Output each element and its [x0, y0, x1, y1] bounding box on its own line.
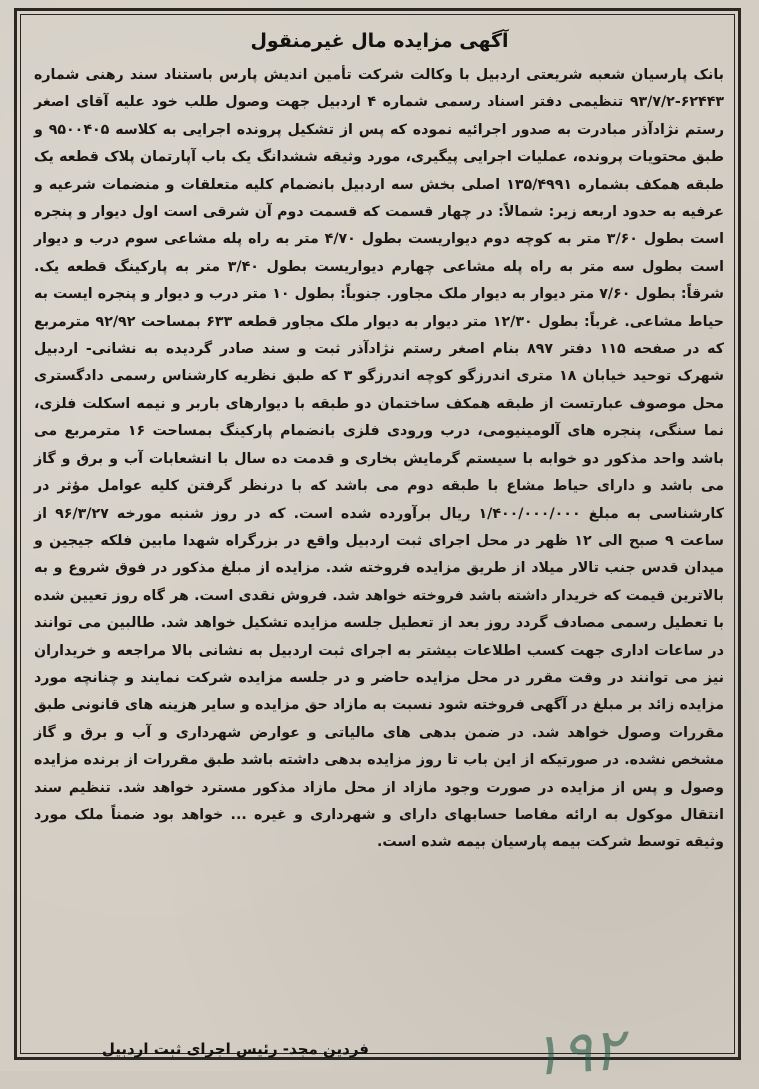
- notice-signature: فردین مجد- رئیس اجرای ثبت اردبیل: [101, 1040, 369, 1058]
- notice-body: [34, 62, 724, 857]
- notice-body-paragraph: بانک پارسیان شعبه شریعتی اردبیل با وکالت شرکت تأمین اندیش پارس باستناد سند رهنی شماره ۶۲۴۴۳-۹۳/۷/۲ تنظیمی دفتر اسناد رسمی شماره ۴ اردبیل جهت وصول طلب خود علیه آقای اصغر رستم نژادآذر مبادرت به صدور اجرائیه نموده که پس از تشکیل پرونده اجرایی به کلاسه ۹۵۰۰۴۰۵ و طبق محتویات پرونده، عملیات اجرایی پیگیری، مورد وثیقه ششدانگ یک باب آپارتمان پلاک قطعه یک طبقه همکف بشماره ۱۳۵/۴۹۹۱ اصلی بخش سه اردبیل بانضمام کلیه متعلقات و منضمات شرعیه و عرفیه به حدود اربعه زیر: شمالاً: در چهار قسمت که قسمت دوم آن شرقی است اول دیوار و پنجره است بطول ۳/۶۰ متر به کوچه دوم دیواریست بطول ۴/۷۰ متر به راه پله مشاعی سوم درب و دیوار است بطول سه متر به راه پله مشاعی چهارم دیواریست بطول ۳/۴۰ متر به پارکینگ قطعه یک. شرقاً: بطول ۷/۶۰ متر دیوار به دیوار ملک مجاور. جنوباً: بطول ۱۰ متر درب و دیوار و پنجره ایست به حیاط مشاعی. غرباً: بطول ۱۲/۳۰ متر دیوار به دیوار ملک مجاور قطعه ۶۳۳ بمساحت ۹۲/۹۲ مترمربع که در صفحه ۱۱۵ دفتر ۸۹۷ بنام اصغر رستم نژادآذر ثبت و سند صادر گردیده به نشانی- اردبیل شهرک توحید خیابان ۱۸ متری اندرزگو کوچه اندرزگو ۳ که طبق نظریه کارشناس رسمی دادگستری محل موصوف عبارتست از طبقه همکف ساختمان دو طبقه با دیوارهای باربر و نیمه اسکلت فلزی، نما سنگی، پنجره های آلومینیومی، درب ورودی فلزی بانضمام پارکینگ بمساحت ۱۶ مترمربع می باشد واحد مذکور دو خوابه با سیستم گرمایش بخاری و قدمت ده سال با انشعابات آب و برق و گاز می باشد و دارای حیاط مشاع با طبقه دوم می باشد که با درنظر گرفتن کلیه عوامل مؤثر در کارشناسی به مبلغ ۱/۴۰۰/۰۰۰/۰۰۰ ریال برآورده شده است. که در روز شنبه مورخه ۹۶/۳/۲۷ از ساعت ۹ صبح الی ۱۲ ظهر در محل اجرای ثبت اردبیل واقع در بزرگراه شهدا مابین فلکه جیجین و میدان قدس جنب تالار میلاد از طریق مزایده فروخته شد. مزایده از مبلغ مذکور در فوق شروع و به بالاترین قیمت که خریدار داشته باشد فروخته خواهد شد. فروش نقدی است. هر گاه روز تعیین شده با تعطیل رسمی مصادف گردد روز بعد از تعطیل جلسه مزایده تشکیل خواهد شد. طالبین می توانند در ساعات اداری جهت کسب اطلاعات بیشتر به اجرای ثبت اردبیل به نشانی بالا مراجعه و خریداران نیز می توانند در وقت مقرر در محل مزایده حاضر و در جلسه مزایده شرکت نمایند و چنانچه مورد مزایده زائد بر مبلغ در آگهی فروخته شود نسبت به مازاد حق مزایده و سایر هزینه های قانونی طبق مقررات وصول خواهد شد. در ضمن بدهی های مالیاتی و عوارض شهرداری و آب و برق و گاز مشخص نشده. در صورتیکه از این باب تا روز مزایده بدهی داشته باشد طبق مقررات از برنده مزایده وصول و پس از مزایده در صورت وجود مازاد از محل مازاد مذکور مسترد خواهد شد. تنظیم سند انتقال موکول به ارائه مفاصا حسابهای دارای و شهرداری و غیره ... خواهد بود ضمناً ملک مورد وثیقه توسط شرکت بیمه پارسیان بیمه شده است.: [34, 67, 725, 851]
- handwritten-number-mark: ۱۹۲: [527, 1014, 626, 1089]
- notice-title: آگهی مزایده مال غیرمنقول: [250, 30, 509, 52]
